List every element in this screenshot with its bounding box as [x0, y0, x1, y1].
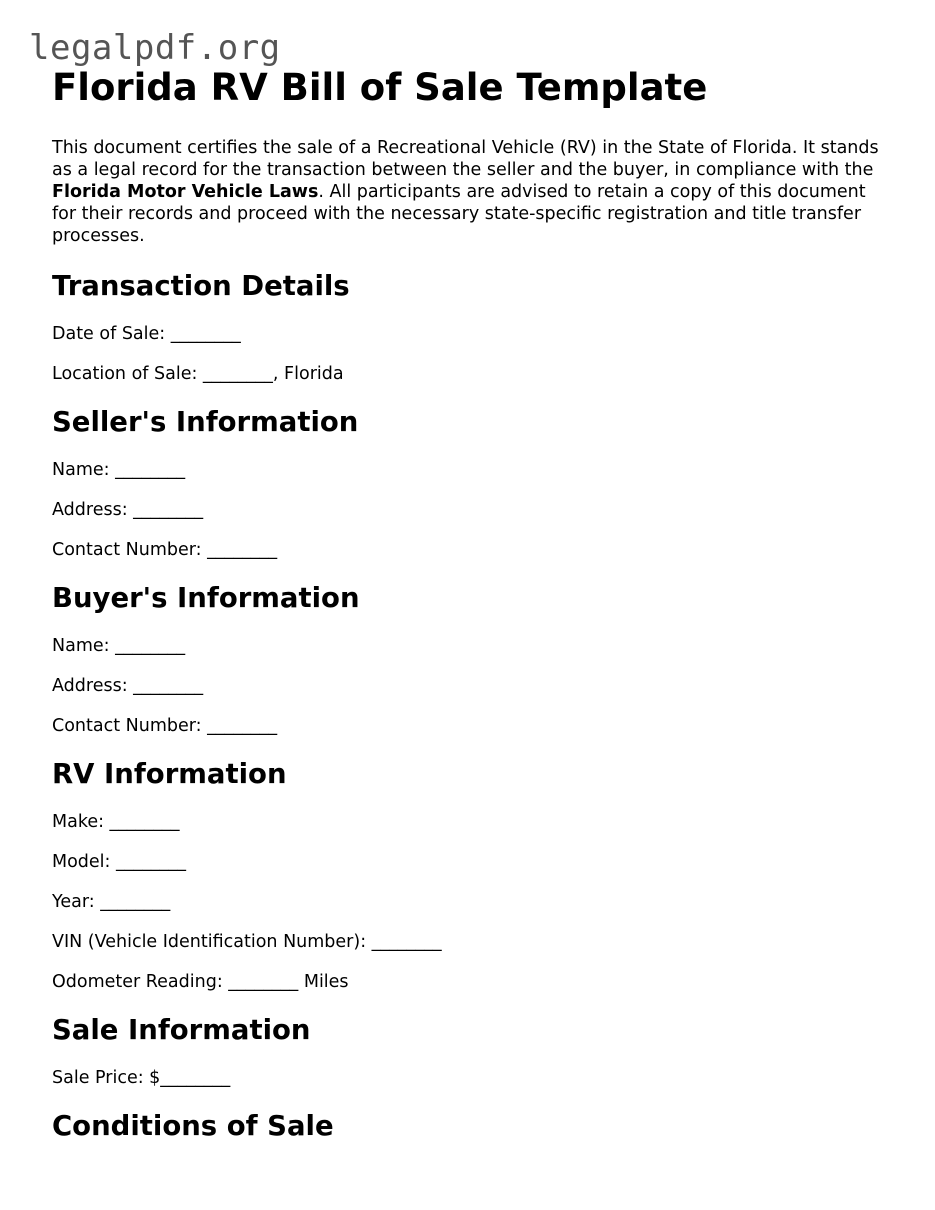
buyer-address-field: Address: ________ — [52, 676, 204, 696]
location-of-sale-field: Location of Sale: ________, Florida — [52, 364, 344, 384]
intro-paragraph — [52, 137, 892, 247]
rv-make-field: Make: ________ — [52, 812, 180, 832]
seller-address-field: Address: ________ — [52, 500, 204, 520]
transaction-details-section — [52, 269, 902, 385]
intro-text-2: . All participants are advised to retain a copy of this document for their records and proceed with the necessary state-specific registration and title transfer processes. — [52, 182, 866, 246]
document-body — [52, 64, 902, 1163]
rv-year-field: Year: ________ — [52, 892, 171, 912]
document-title: Florida RV Bill of Sale Template — [52, 66, 708, 109]
date-of-sale-field: Date of Sale: ________ — [52, 324, 241, 344]
rv-information-heading: RV Information — [52, 758, 287, 790]
rv-model-field: Model: ________ — [52, 852, 187, 872]
buyer-information-heading: Buyer's Information — [52, 582, 360, 614]
watermark-logo: legalpdf.org — [29, 28, 281, 68]
conditions-of-sale-section — [52, 1109, 902, 1143]
conditions-of-sale-heading: Conditions of Sale — [52, 1110, 334, 1142]
seller-name-field: Name: ________ — [52, 460, 186, 480]
seller-information-section — [52, 405, 902, 561]
sale-price-field: Sale Price: $________ — [52, 1068, 231, 1088]
buyer-contact-field: Contact Number: ________ — [52, 716, 278, 736]
buyer-name-field: Name: ________ — [52, 636, 186, 656]
seller-contact-field: Contact Number: ________ — [52, 540, 278, 560]
rv-vin-field: VIN (Vehicle Identification Number): ________ — [52, 932, 442, 952]
intro-bold-law: Florida Motor Vehicle Laws — [52, 182, 319, 202]
sale-information-section — [52, 1013, 902, 1089]
seller-information-heading: Seller's Information — [52, 406, 359, 438]
rv-odometer-field: Odometer Reading: ________ Miles — [52, 972, 349, 992]
rv-information-section — [52, 757, 902, 993]
transaction-details-heading: Transaction Details — [52, 270, 350, 302]
sale-information-heading: Sale Information — [52, 1014, 311, 1046]
intro-text-1: This document certifies the sale of a Recreational Vehicle (RV) in the State of Florida. It stands as a legal record for the transaction between the seller and the buyer, in compliance with the — [52, 138, 879, 180]
buyer-information-section — [52, 581, 902, 737]
